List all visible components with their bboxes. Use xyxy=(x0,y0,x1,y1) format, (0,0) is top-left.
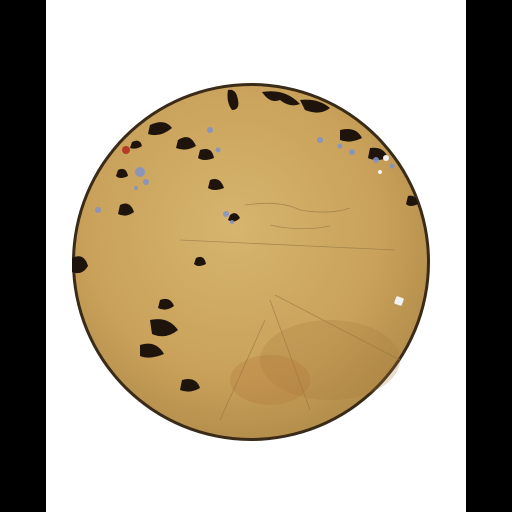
red-paint-speck xyxy=(122,146,130,154)
stain xyxy=(230,355,310,405)
